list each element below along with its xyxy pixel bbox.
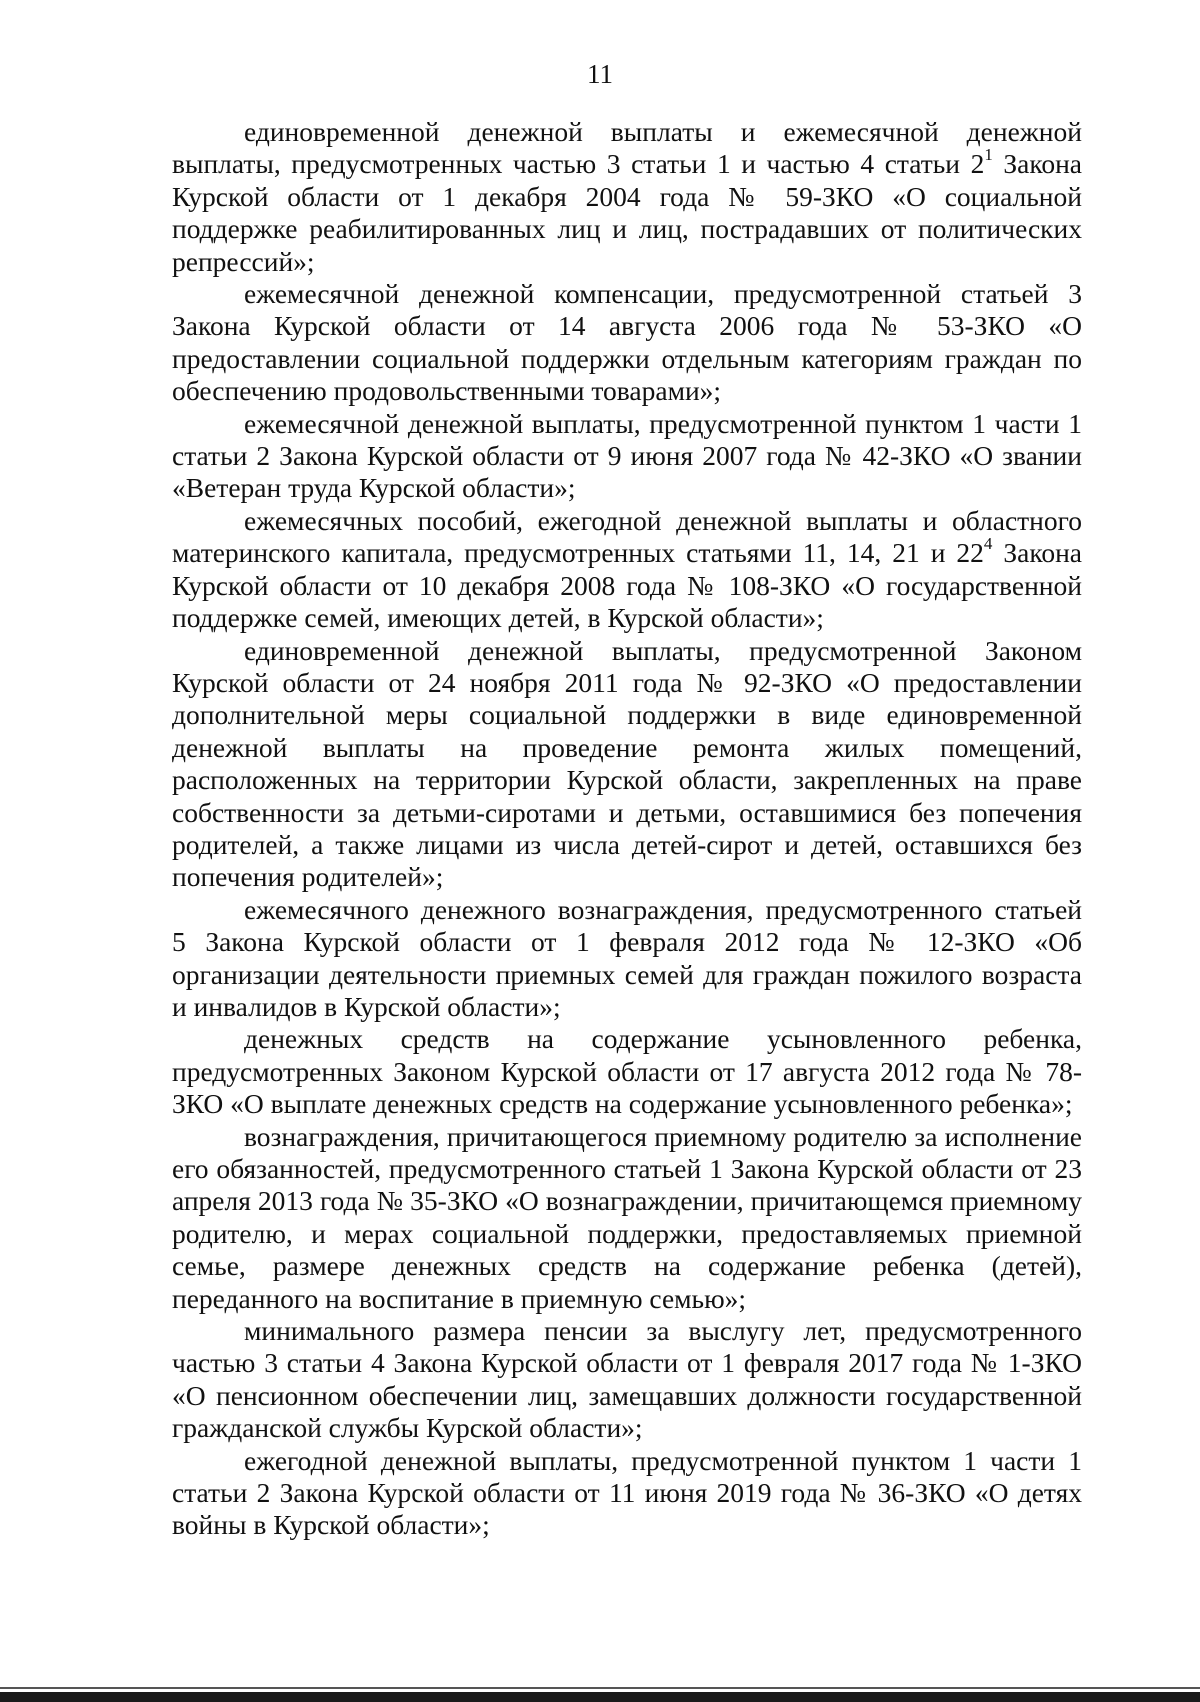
paragraph-8: вознаграждения, причитающегося приемному родителю за исполнение его обязанностей, предусмотренного статьей 1 Закона Курской области от 23 апреля 2013 года № 35-ЗКО «О вознаграждении, причитающемся приемному родителю, и мерах социальной поддержки, предоставляемых приемной семье, размере денежных средств на содержание ребенка (детей), переданного на воспитание в приемную семью»; bbox=[172, 1120, 1082, 1314]
superscript: 4 bbox=[983, 534, 993, 554]
paragraph-4: ежемесячных пособий, ежегодной денежной выплаты и областного материнского капитала, предусмотренных статьями 11, 14, 21 и $22^4$ Закона Курской области от 10 декабря 2008 года № 108-ЗКО «О государственной поддержке семей, имеющих детей, в Курской области»; bbox=[172, 504, 1082, 634]
paragraph-9: минимального размера пенсии за выслугу лет, предусмотренного частью 3 статьи 4 Закона Курской области от 1 февраля 2017 года № 1-ЗКО «О пенсионном обеспечении лиц, замещавших должности государственной гражданской службы Курской области»; bbox=[172, 1315, 1082, 1444]
paragraph-3: ежемесячной денежной выплаты, предусмотренной пунктом 1 части 1 статьи 2 Закона Курской области от 9 июня 2007 года № 42-ЗКО «О звании «Ветеран труда Курской области»; bbox=[172, 407, 1082, 504]
paragraph-10: ежегодной денежной выплаты, предусмотренной пунктом 1 части 1 статьи 2 Закона Курской области от 11 июня 2019 года № 36-ЗКО «О детях войны в Курской области»; bbox=[172, 1444, 1082, 1541]
page-number: 11 bbox=[587, 59, 613, 89]
paragraph-5: единовременной денежной выплаты, предусмотренной Законом Курской области от 24 ноября 2011 года № 92-ЗКО «О предоставлении дополнительной меры социальной поддержки в виде единовременной денежной выплаты на проведение ремонта жилых помещений, расположенных на территории Курской области, закрепленных на праве собственности за детьми-сиротами и детьми, оставшимися без попечения родителей, а также лицами из числа детей-сирот и детей, оставшихся без попечения родителей»; bbox=[172, 634, 1082, 893]
superscript: 1 bbox=[984, 145, 993, 165]
scan-edge-bar bbox=[0, 1692, 1200, 1702]
paragraph-6: ежемесячного денежного вознаграждения, предусмотренного статьей 5 Закона Курской области от 1 февраля 2012 года № 12-ЗКО «Об организации деятельности приемных семей для граждан пожилого возраста и инвалидов в Курской области»; bbox=[172, 893, 1082, 1022]
paragraph-1: единовременной денежной выплаты и ежемесячной денежной выплаты, предусмотренных частью 3 статьи 1 и частью 4 статьи $2^1$ Закона Курской области от 1 декабря 2004 года № 59-ЗКО «О социальной поддержке реабилитированных лиц и лиц, пострадавших от политических репрессий»; bbox=[172, 116, 1082, 277]
paragraph-2: ежемесячной денежной компенсации, предусмотренной статьей 3 Закона Курской области от 14 августа 2006 года № 53-ЗКО «О предоставлении социальной поддержки отдельным категориям граждан по обеспечению продовольственными товарами»; bbox=[172, 278, 1082, 407]
paragraph-7: денежных средств на содержание усыновленного ребенка, предусмотренных Законом Курской области от 17 августа 2012 года № 78-ЗКО «О выплате денежных средств на содержание усыновленного ребенка»; bbox=[172, 1023, 1082, 1120]
document-body bbox=[172, 116, 1082, 1542]
scan-edge-line bbox=[0, 1687, 1200, 1689]
